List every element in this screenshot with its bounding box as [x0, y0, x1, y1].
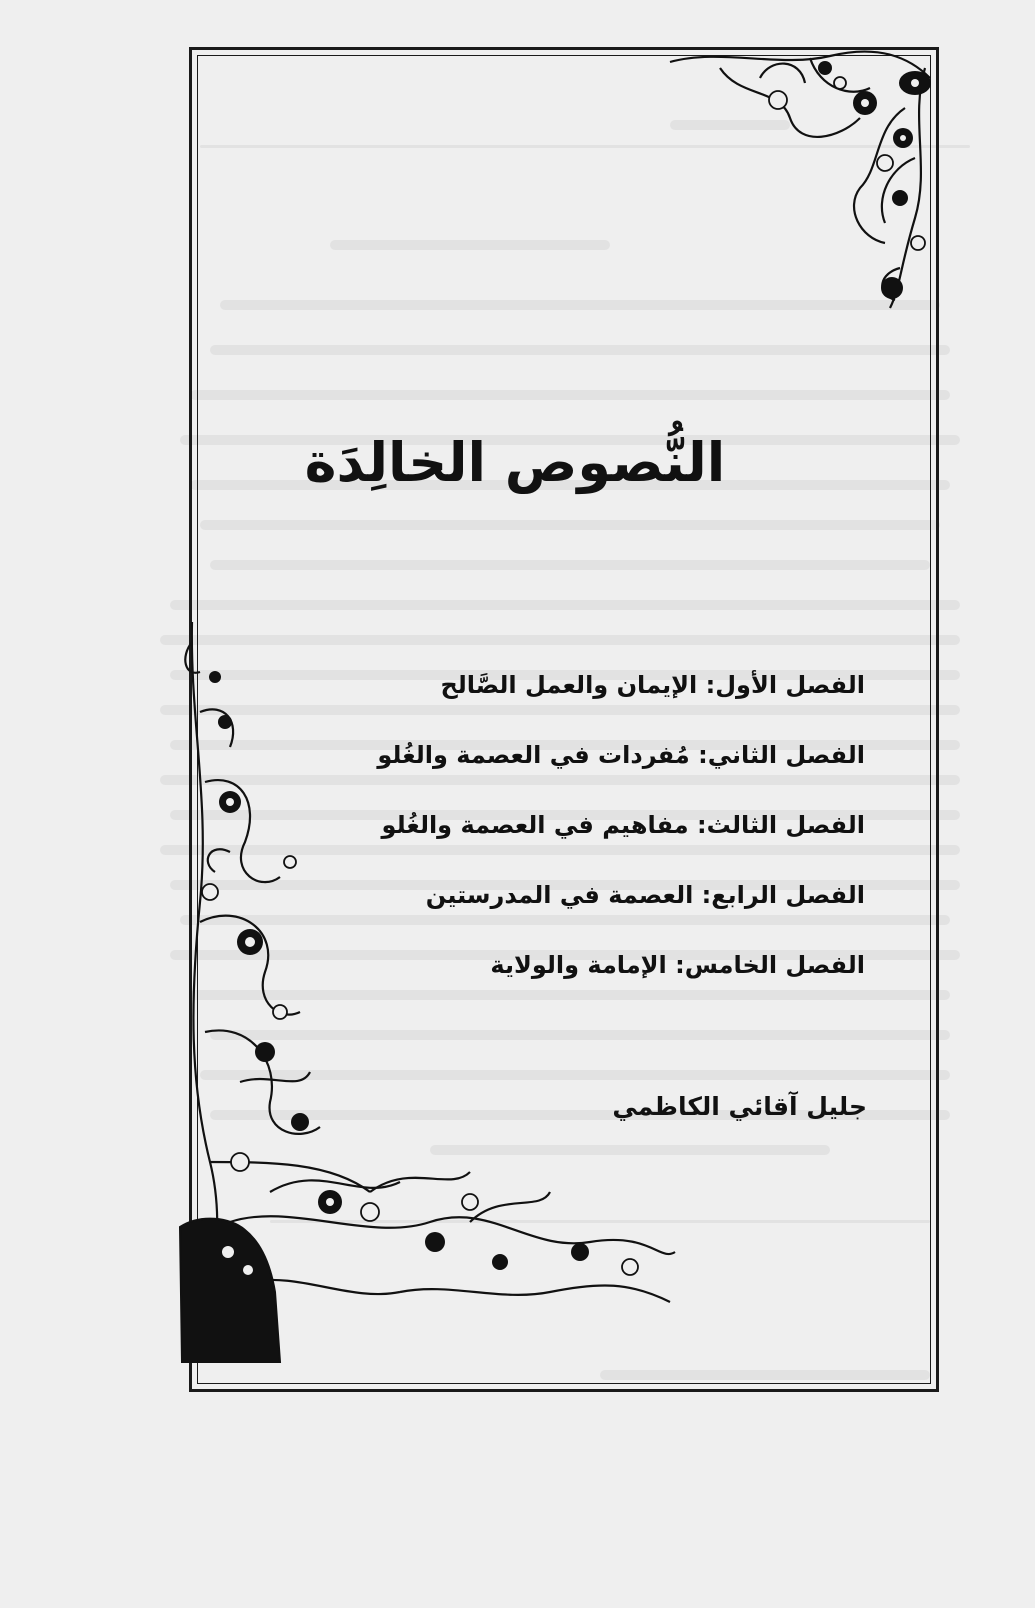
top-right-floral-ornament-icon — [660, 38, 950, 318]
author-name: جليل آقائي الكاظمي — [612, 1092, 867, 1121]
chapter-item: الفصل الثاني: مُفردات في العصمة والغُلو — [377, 741, 865, 769]
book-title: النُّصوص الخالِدَة — [304, 431, 726, 495]
chapter-item: الفصل الرابع: العصمة في المدرستين — [425, 881, 865, 909]
chapter-item: الفصل الأول: الإيمان والعمل الصَّالح — [440, 671, 865, 699]
chapter-list — [305, 670, 865, 1020]
chapter-item: الفصل الخامس: الإمامة والولاية — [490, 951, 865, 979]
chapter-item: الفصل الثالث: مفاهيم في العصمة والغُلو — [381, 811, 865, 839]
